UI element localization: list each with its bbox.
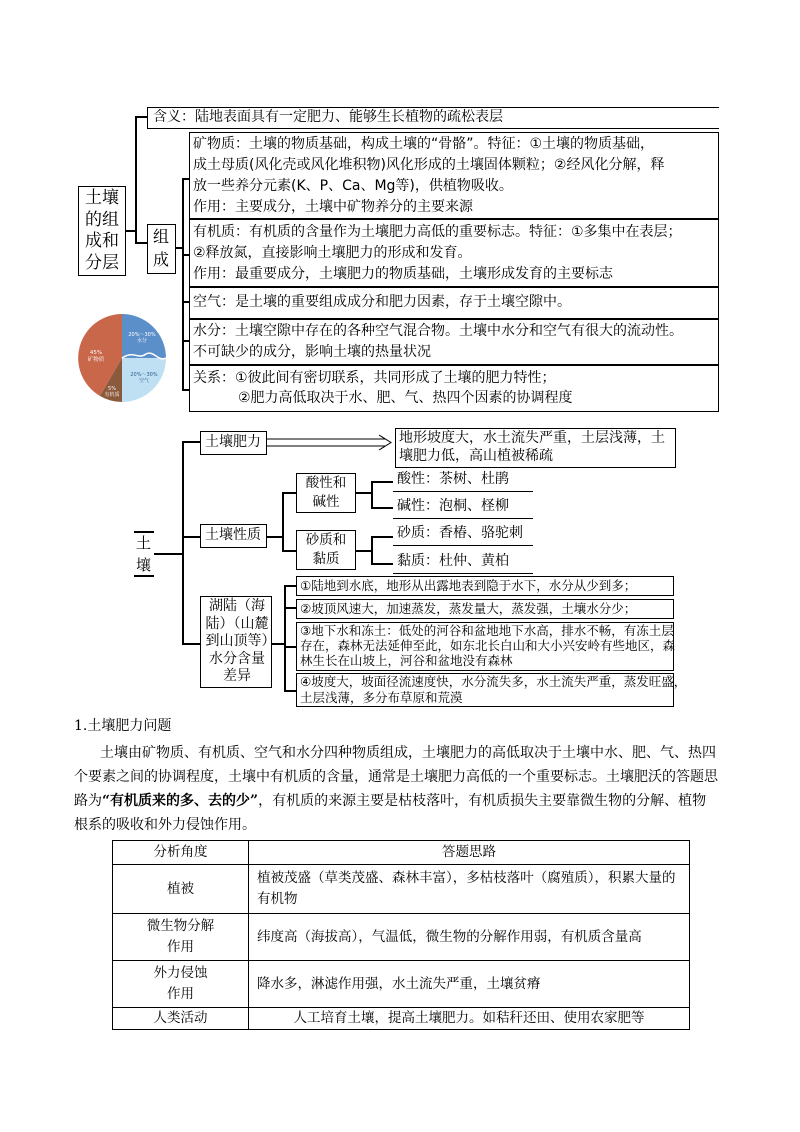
- diff3-line1: ③地下水和冻土：低处的河谷和盆地地下水高，排水不畅，有冻土层: [300, 623, 674, 638]
- svg-text:有机质: 有机质: [104, 392, 120, 398]
- property-label: 土壤性质: [205, 527, 261, 543]
- fertility-arrow: [267, 434, 395, 452]
- diff1-text: ①陆地到水底，地形从出露地表到隐于水下，水分从少到多；: [300, 578, 637, 593]
- svg-text:水分: 水分: [136, 338, 148, 344]
- table-row: [113, 914, 690, 961]
- row-idea: 降水多，淋滤作用强，水土流失严重，土壤贫瘠: [249, 961, 690, 1008]
- fertility-result-line1: 地形坡度大，水土流失严重，土层浅薄，土: [399, 430, 665, 446]
- diff4-line1: ④坡度大，坡面径流速度快，水分流失多，水土流失严重，蒸发旺盛，: [300, 674, 687, 689]
- soil-root-label: 土壤: [136, 534, 152, 574]
- relation-line1: 关系：①彼此间有密切联系，共同形成了土壤的肥力特性；: [193, 370, 556, 386]
- water-line1: 水分：土壤空隙中存在的各种空气混合物。土壤中水分和空气有很大的流动性。: [193, 323, 683, 339]
- paragraph-line3: [74, 790, 706, 813]
- table-row: [113, 961, 690, 1008]
- pie-label-water: 20%～30%: [128, 332, 156, 338]
- diff4-line2: 土层浅薄，多分布草原和荒漠: [300, 690, 463, 705]
- soil-composition-pie: [74, 310, 170, 406]
- organic-line1: 有机质：有机质的含量作为土壤肥力高低的重要标志。特征：①多集中在表层；: [193, 224, 682, 240]
- row-angle: 外力侵蚀作用: [113, 961, 249, 1008]
- row-idea: 人工培育土壤，提高土壤肥力。如秸秆还田、使用农家肥等: [249, 1008, 690, 1030]
- paragraph-line2: 个要素之间的协调程度，土壤中有机质的含量，通常是土壤肥力高低的一个重要标志。土壤肥沃的答题思: [74, 769, 718, 785]
- table-header-row: [113, 841, 690, 865]
- analysis-table: [112, 840, 690, 1030]
- header-idea: 答题思路: [249, 841, 690, 865]
- paragraph-line3-prefix: 路为: [74, 793, 102, 809]
- organic-line2: ②释放氮，直接影响土壤肥力的形成和发育。: [193, 245, 472, 261]
- acid-label: 酸性和碱性: [305, 475, 347, 510]
- sand-label: 砂质和黏质: [305, 532, 347, 567]
- svg-text:空气: 空气: [138, 378, 150, 384]
- paragraph-line3-rest: ，有机质的来源主要是枯枝落叶，有机质损失主要靠微生物的分解、植物: [258, 793, 707, 809]
- water-diff-label: 湖陆（海陆）（山麓到山顶等）水分含量差异: [205, 598, 269, 684]
- diff3-line2: 存在，森林无法延伸至此，如东北长白山和大小兴安岭有些地区，森: [300, 638, 676, 653]
- organic-line3: 作用：最重要成分，土壤肥力的物质基础，土壤形成发育的主要标志: [193, 266, 613, 282]
- table-row: [113, 865, 690, 914]
- mineral-line3: 放一些养分元素(K、P、Ca、Mg等)，供植物吸收。: [193, 178, 513, 194]
- mineral-line2: 成土母质(风化壳或风化堆积物)风化形成的土壤固体颗粒；②经风化分解，释: [193, 157, 665, 173]
- row-angle: 微生物分解作用: [113, 914, 249, 961]
- fertility-result-line2: 壤肥力低，高山植被稀疏: [399, 448, 553, 464]
- pie-label-organic: 5%: [108, 386, 116, 392]
- sand-text: 砂质：香椿、骆驼刺: [397, 525, 523, 541]
- diagram-title: 土壤的组成和分层: [85, 188, 119, 273]
- paragraph-line1: 土壤由矿物质、有机质、空气和水分四种物质组成，土壤肥力的高低取决于土壤中水、肥、气、热四: [100, 745, 716, 761]
- row-angle: 植被: [113, 865, 249, 914]
- definition-text: 含义：陆地表面具有一定肥力、能够生长植物的疏松表层: [153, 109, 503, 125]
- relation-line2: ②肥力高低取决于水、肥、气、热四个因素的协调程度: [238, 390, 573, 406]
- mineral-line1: 矿物质：土壤的物质基础，构成土壤的“骨骼”。特征：①土壤的物质基础，: [193, 136, 655, 152]
- mineral-line4: 作用：主要成分，土壤中矿物养分的主要来源: [193, 199, 473, 215]
- pie-label-air: 20%～30%: [130, 372, 158, 378]
- pie-label-mineral: 45%: [89, 350, 103, 356]
- svg-text:矿物质: 矿物质: [87, 357, 105, 363]
- acid-text: 酸性：茶树、杜鹃: [397, 471, 509, 487]
- key-phrase: “有机质来的多、去的少”: [102, 793, 259, 809]
- composition-label: 组成: [152, 227, 169, 269]
- row-idea: 植被茂盛（草类茂盛、森林丰富），多枯枝落叶（腐殖质），积累大量的有机物: [249, 865, 690, 914]
- header-angle: 分析角度: [113, 841, 249, 865]
- water-line2: 不可缺少的成分，影响土壤的热量状况: [193, 344, 431, 360]
- row-angle: 人类活动: [113, 1008, 249, 1030]
- air-text: 空气：是土壤的重要组成成分和肥力因素，存于土壤空隙中。: [193, 294, 571, 310]
- diff2-text: ②坡顶风速大，加速蒸发，蒸发量大，蒸发强，土壤水分少；: [300, 601, 637, 616]
- diff3-line3: 林生长在山坡上，河谷和盆地没有森林: [300, 653, 513, 668]
- clay-text: 黏质：杜仲、黄柏: [397, 553, 509, 569]
- section-heading: 1.土壤肥力问题: [74, 718, 172, 734]
- alkali-text: 碱性：泡桐、柽柳: [397, 498, 509, 514]
- paragraph-line4: 根系的吸收和外力侵蚀作用。: [74, 817, 256, 833]
- row-idea: 纬度高（海拔高），气温低，微生物的分解作用弱，有机质含量高: [249, 914, 690, 961]
- table-row: [113, 1008, 690, 1030]
- fertility-label: 土壤肥力: [205, 434, 261, 450]
